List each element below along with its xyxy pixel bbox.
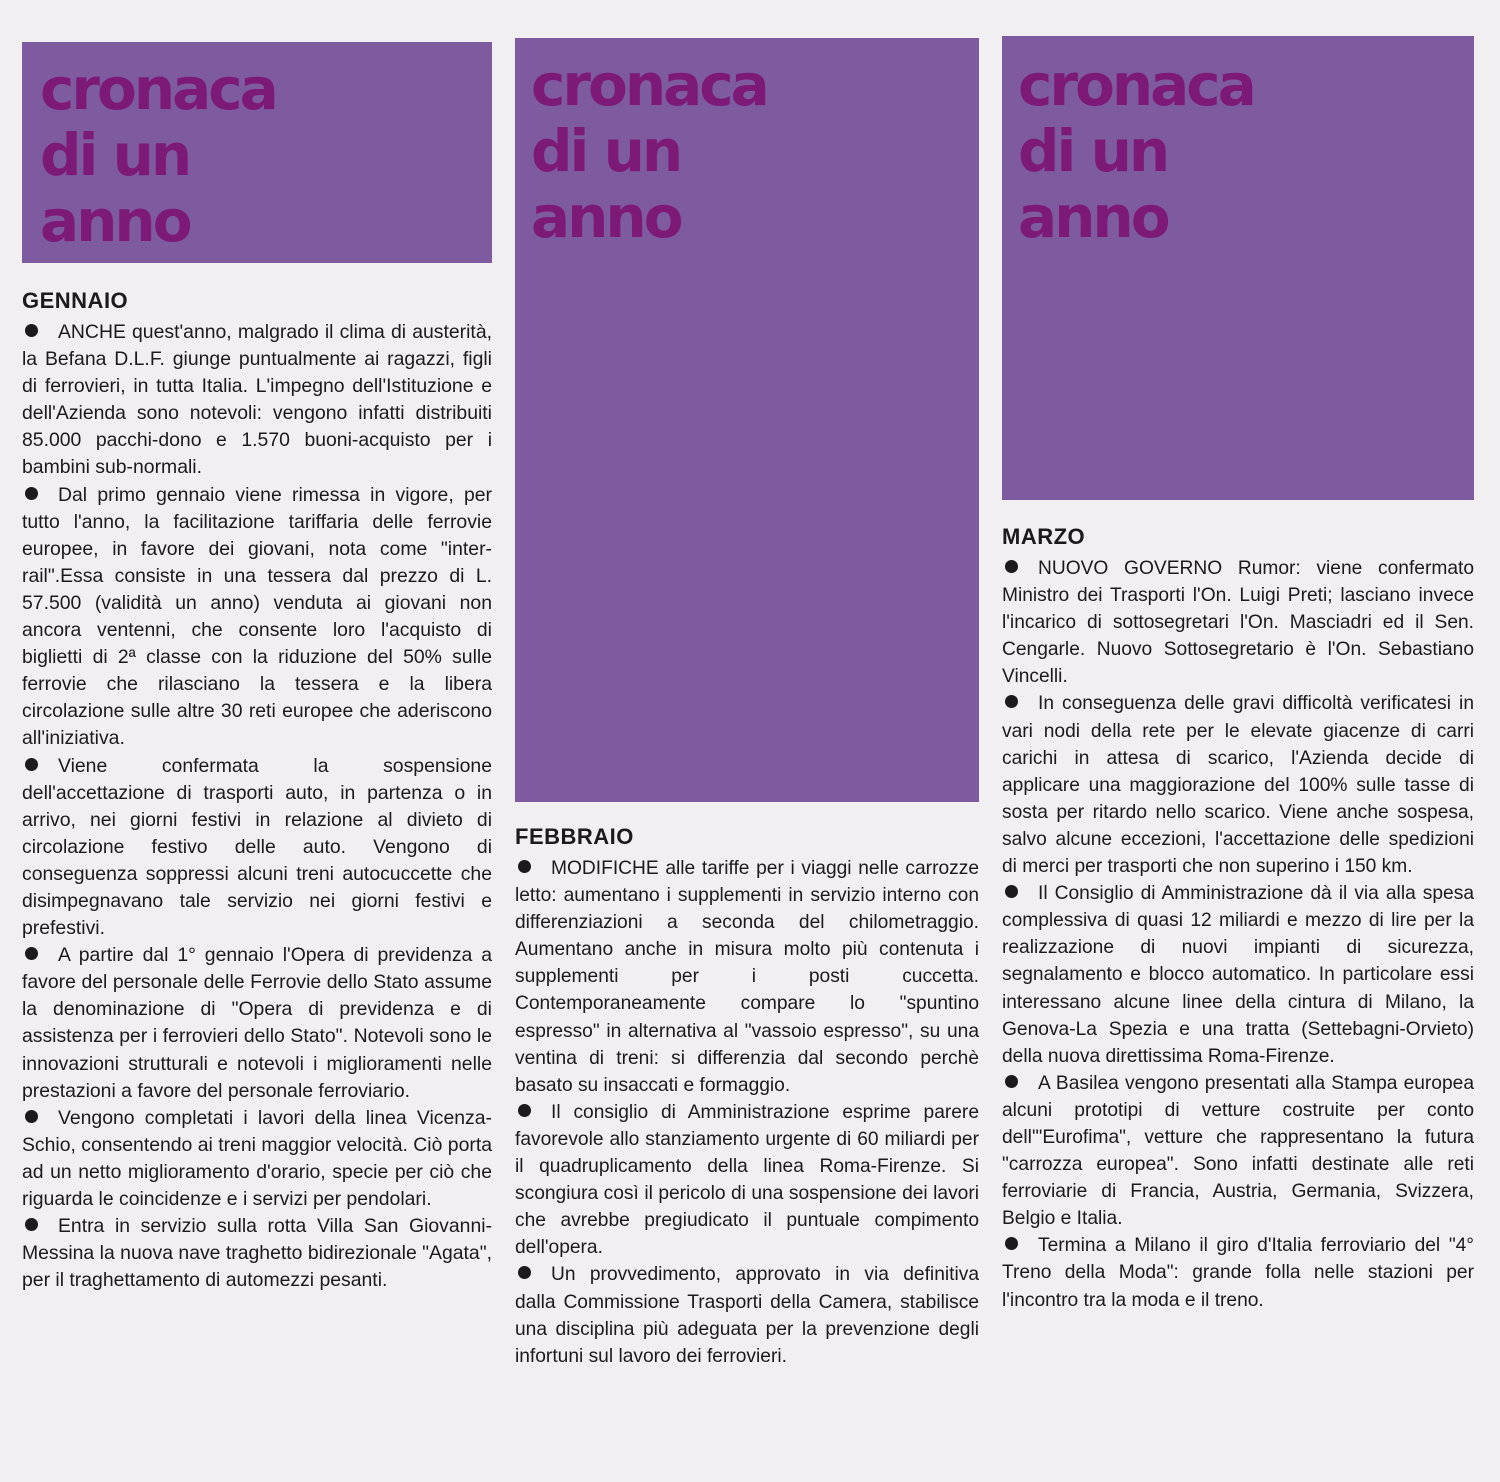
news-item-text: Vengono completati i lavori della linea Vicenza-Schio, consentendo ai treni maggior velocità. Ciò porta ad un netto miglioramento d'orario, specie per ciò che riguarda le coincidenze e i servizi per pendolari. xyxy=(22,1106,492,1210)
news-item xyxy=(515,855,979,1099)
news-item xyxy=(515,1261,979,1369)
news-item-text: Un provvedimento, approvato in via definitiva dalla Commissione Trasporti della Camera, stabilisce una disciplina più adeguata per la prevenzione degli infortuni sul lavoro dei ferrovieri. xyxy=(515,1264,979,1367)
bullet-icon xyxy=(25,758,38,771)
banner-title: cronaca di un anno xyxy=(1018,51,1254,251)
news-item xyxy=(1002,1070,1474,1233)
news-item xyxy=(22,942,492,1105)
news-item-text: In conseguenza delle gravi difficoltà verificatesi in vari nodi della rete per le elevate giacenze di carri carichi in attesa di scarico, l'Azienda decide di applicare una maggiorazione del 100% sulle tasse di sosta per ritardo nello scarico. Viene anche sospesa, salvo alcune eccezioni, l'accettazione delle spedizioni di merci per trasporti che non superino i 150 km. xyxy=(1002,693,1474,878)
bullet-icon xyxy=(1005,885,1018,898)
bullet-icon xyxy=(1005,1237,1018,1250)
news-item-text: Entra in servizio sulla rotta Villa San Giovanni-Messina la nuova nave traghetto bidirezionale "Agata", per il traghettamento di automezzi pesanti. xyxy=(22,1215,492,1292)
news-item-text: Il consiglio di Amministrazione esprime parere favorevole allo stanziamento urgente di 60 miliardi per il quadruplicamento della linea Roma-Firenze. Si scongiura così il pericolo di una sospensione dei lavori che avrebbe pregiudicato il puntuale compimento dell'opera. xyxy=(515,1101,979,1259)
news-item xyxy=(1002,880,1474,1070)
section-gennaio xyxy=(22,287,492,1294)
bullet-icon xyxy=(1005,695,1018,708)
news-item-text: ANCHE quest'anno, malgrado il clima di austerità, la Befana D.L.F. giunge puntualmente ai ragazzi, figli di ferrovieri, in tutta Italia. L'impegno dell'Istituzione e dell'Azienda sono notevoli: vengono infatti distribuiti 85.000 pacchi-dono e 1.570 buoni-acquisto per i bambini sub-normali. xyxy=(22,321,492,479)
news-item-text: Viene confermata la sospensione dell'accettazione di trasporti auto, in partenza o in arrivo, nei giorni festivi in relazione al divieto di circolazione festivo delle auto. Vengono di conseguenza soppressi alcuni treni autocuccette che disimpegnavano tale servizio nei giorni festivi e prefestivi. xyxy=(22,754,492,940)
banner-title: cronaca di un anno xyxy=(531,51,767,251)
bullet-icon xyxy=(25,947,38,960)
banner-febbraio xyxy=(515,38,979,802)
news-item xyxy=(515,1099,979,1262)
news-item xyxy=(1002,690,1474,880)
news-item-text: Termina a Milano il giro d'Italia ferroviario del "4° Treno della Moda": grande folla nelle stazioni per l'incontro tra la moda e il treno. xyxy=(1002,1235,1474,1311)
news-item-text: MODIFICHE alle tariffe per i viaggi nelle carrozze letto: aumentano i supplementi in servizio interno con differenziazioni a seconda del chilometraggio. Aumentano anche in misura molto più contenuta i supplementi per i posti cuccetta. Contemporaneamente compare lo "spuntino espresso" in alternativa al "vassoio espresso", su una ventina di treni: si differenzia dal secondo perchè basato su insaccati e formaggio. xyxy=(515,858,979,1096)
news-item xyxy=(22,1213,492,1294)
bullet-icon xyxy=(25,324,38,337)
banner-marzo xyxy=(1002,36,1474,500)
news-item-text: NUOVO GOVERNO Rumor: viene confermato Ministro dei Trasporti l'On. Luigi Preti; lasciano invece l'incarico di sottosegretari l'On. Masciadri ed il Sen. Cengarle. Nuovo Sottosegretario è l'On. Sebastiano Vincelli. xyxy=(1002,558,1474,688)
news-item-text: A Basilea vengono presentati alla Stampa europea alcuni prototipi di vetture costruite per conto dell'"Eurofima", vetture che rappresentano la futura "carrozza europea". Sono infatti destinate alle reti ferroviarie di Francia, Austria, Germania, Svizzera, Belgio e Italia. xyxy=(1002,1072,1474,1230)
section-febbraio xyxy=(515,823,979,1370)
banner-gennaio xyxy=(22,42,492,263)
section-marzo xyxy=(1002,523,1474,1314)
month-heading: FEBBRAIO xyxy=(515,824,634,849)
news-item-text: A partire dal 1° gennaio l'Opera di previdenza a favore del personale delle Ferrovie dello Stato assume la denominazione di "Opera di previdenza e di assistenza per i ferrovieri dello Stato". Notevoli sono le innovazioni strutturali e notevoli i miglioramenti nelle prestazioni a favore del personale ferroviario. xyxy=(22,944,492,1102)
bullet-icon xyxy=(518,1104,531,1117)
bullet-icon xyxy=(1005,560,1018,573)
bullet-icon xyxy=(518,860,531,873)
bullet-icon xyxy=(25,1218,38,1231)
banner-title: cronaca di un anno xyxy=(40,55,276,255)
news-item-text: Dal primo gennaio viene rimessa in vigore, per tutto l'anno, la facilitazione tariffaria delle ferrovie europee, in favore dei giovani, nota come "inter-rail".Essa consiste in una tessera dal prezzo di L. 57.500 (validità un anno) venduta ai giovani non ancora ventenni, che consente loro l'acquisto di biglietti di 2ª classe con la riduzione del 50% sulle ferrovie che rilasciano la tessera e la libera circolazione sulle altre 30 reti europee che aderiscono all'iniziativa. xyxy=(22,483,492,750)
month-heading: MARZO xyxy=(1002,524,1086,549)
news-item-text: Il Consiglio di Amministrazione dà il via alla spesa complessiva di quasi 12 miliardi e mezzo di lire per la realizzazione di nuovi impianti di sicurezza, segnalamento e blocco automatico. In particolare essi interessano alcune linee della cintura di Milano, la Genova-La Spezia e una tratta (Settebagni-Orvieto) della nuova direttissima Roma-Firenze. xyxy=(1002,883,1474,1067)
bullet-icon xyxy=(518,1266,531,1279)
month-heading: GENNAIO xyxy=(22,288,129,313)
bullet-icon xyxy=(25,1110,38,1123)
news-item xyxy=(22,753,492,943)
bullet-icon xyxy=(1005,1075,1018,1088)
news-item xyxy=(22,482,492,753)
bullet-icon xyxy=(25,487,38,500)
news-item xyxy=(22,1105,492,1213)
news-item xyxy=(22,319,492,482)
news-item xyxy=(1002,555,1474,690)
news-item xyxy=(1002,1232,1474,1313)
